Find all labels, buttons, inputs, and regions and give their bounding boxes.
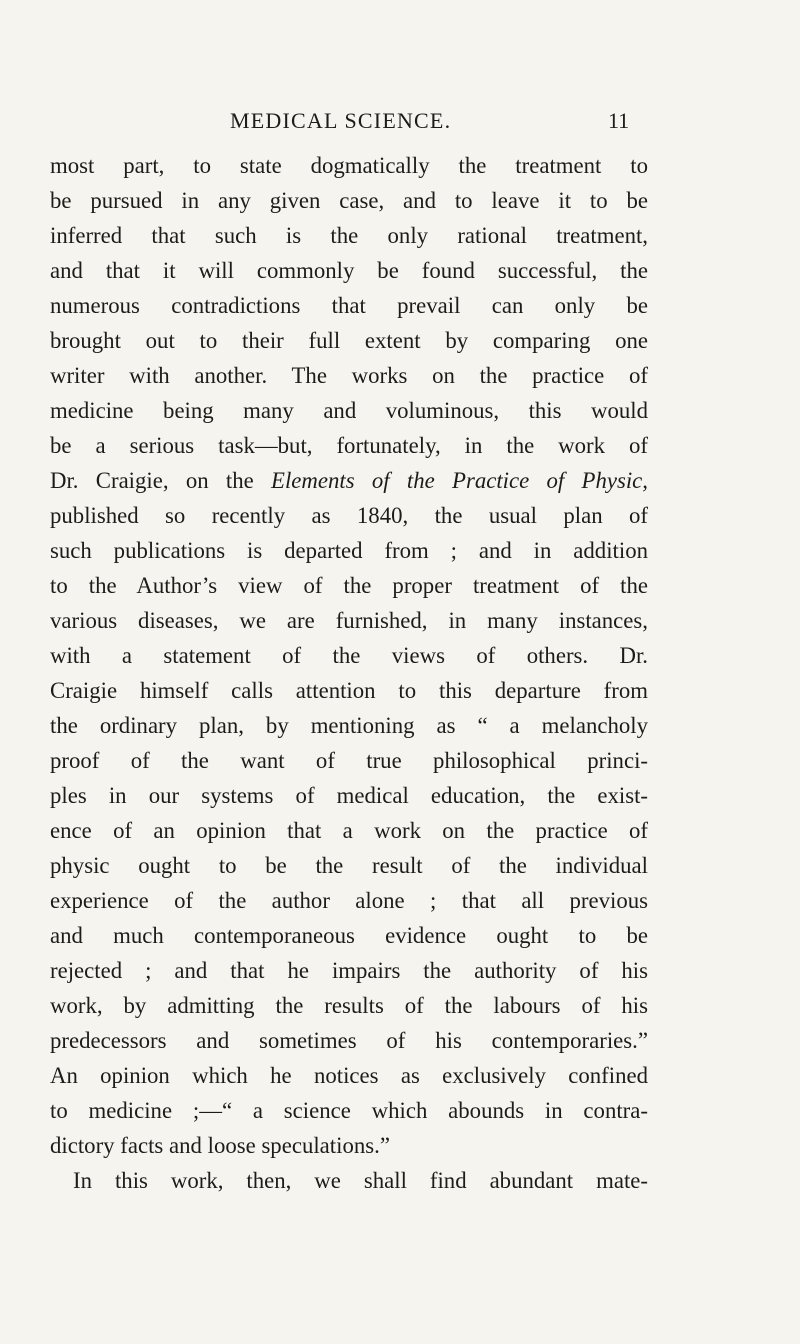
text-line-23: and much contemporaneous evidence ought to be xyxy=(50,923,648,948)
text-line-10-roman: Dr. Craigie, on the xyxy=(50,468,272,493)
text-line-28: to medicine ;—“ a science which abounds in contra- xyxy=(50,1098,648,1123)
book-title-italic: Elements of the Practice of Physic, xyxy=(271,468,648,493)
running-header xyxy=(0,108,800,138)
running-title: MEDICAL SCIENCE. xyxy=(230,108,452,133)
text-line-21: physic ought to be the result of the individual xyxy=(50,853,648,878)
text-line-17: the ordinary plan, by mentioning as “ a melancholy xyxy=(50,713,648,738)
text-line-20: ence of an opinion that a work on the practice of xyxy=(50,818,648,843)
page-number: 11 xyxy=(608,108,630,133)
text-line-2: be pursued in any given case, and to leave it to be xyxy=(50,188,648,213)
text-line-18: proof of the want of true philosophical princi- xyxy=(50,748,648,773)
text-line-4: and that it will commonly be found successful, the xyxy=(50,258,648,283)
text-line-25: work, by admitting the results of the labours of his xyxy=(50,993,648,1018)
text-line-24: rejected ; and that he impairs the authority of his xyxy=(50,958,648,983)
text-line-9: be a serious task—but, fortunately, in the work of xyxy=(50,433,648,458)
text-line-14: various diseases, we are furnished, in many instances, xyxy=(50,608,648,633)
text-line-12: such publications is departed from ; and in addition xyxy=(50,538,648,563)
text-line-29: dictory facts and loose speculations.” xyxy=(50,1133,390,1158)
text-line-6: brought out to their full extent by comparing one xyxy=(50,328,648,353)
text-line-8: medicine being many and voluminous, this would xyxy=(50,398,648,423)
text-line-10 xyxy=(50,463,648,498)
text-line-19: ples in our systems of medical education, the exist- xyxy=(50,783,648,808)
text-line-26: predecessors and sometimes of his contemporaries.” xyxy=(50,1028,648,1053)
text-line-3: inferred that such is the only rational treatment, xyxy=(50,223,648,248)
text-line-5: numerous contradictions that prevail can only be xyxy=(50,293,648,318)
text-line-16: Craigie himself calls attention to this departure from xyxy=(50,678,648,703)
text-line-30: In this work, then, we shall find abundant mate- xyxy=(73,1168,648,1193)
text-line-27: An opinion which he notices as exclusively confined xyxy=(50,1063,648,1088)
text-line-1: most part, to state dogmatically the treatment to xyxy=(50,153,648,178)
text-line-22: experience of the author alone ; that all previous xyxy=(50,888,648,913)
text-line-15: with a statement of the views of others. Dr. xyxy=(50,643,648,668)
text-line-7: writer with another. The works on the practice of xyxy=(50,363,648,388)
text-line-13: to the Author’s view of the proper treatment of the xyxy=(50,573,648,598)
text-line-11: published so recently as 1840, the usual plan of xyxy=(50,503,648,528)
